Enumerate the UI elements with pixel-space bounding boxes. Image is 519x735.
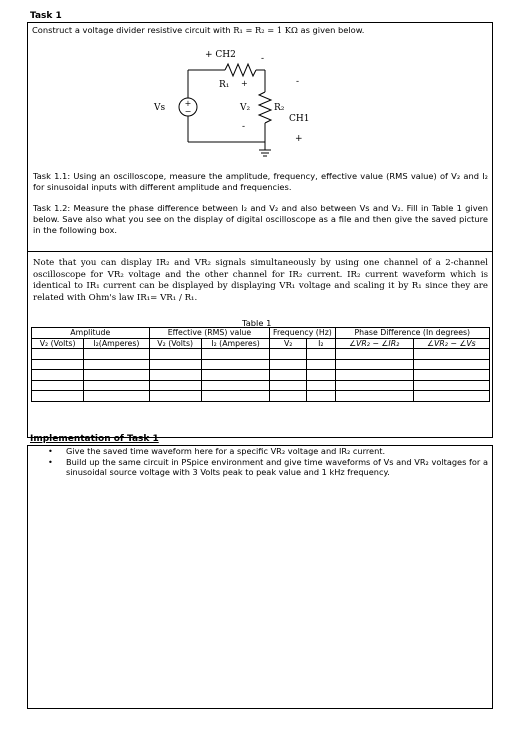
table-cell [149, 349, 201, 360]
col-i2-rms: I₂ (Amperes) [201, 338, 270, 349]
table-cell [307, 391, 336, 402]
table-cell [270, 391, 307, 402]
table-cell [307, 349, 336, 360]
task-1-2-text: Task 1.2: Measure the phase difference between I₂ and V₂ and also between Vs and V₂. Fill in Table 1 given below. Save also what you see on the display of digital oscilloscope as a file and then give the saved picture in the following box. [33, 203, 488, 235]
table-row [32, 391, 490, 402]
table-cell [149, 370, 201, 381]
table-cell [32, 349, 84, 360]
table-cell [413, 370, 489, 381]
table-cell [335, 380, 413, 391]
table-cell [32, 359, 84, 370]
implementation-box [27, 445, 493, 709]
bullet-icon: • [48, 446, 53, 456]
col-i2-freq: I₂ [307, 338, 336, 349]
table-cell [335, 391, 413, 402]
table-cell [201, 359, 270, 370]
bullet-icon: • [48, 456, 53, 467]
col-v2-amplitude: V₂ (Volts) [32, 338, 84, 349]
ch1-minus: - [296, 77, 300, 87]
table-cell [149, 359, 201, 370]
intro-formula: R₁ = R₂ = 1 KΩ [233, 25, 298, 35]
svg-text:+: + [184, 99, 192, 108]
header-effective: Effective (RMS) value [149, 328, 270, 339]
table-row [32, 380, 490, 391]
table-cell [32, 370, 84, 381]
table-row [32, 370, 490, 381]
table-cell [307, 359, 336, 370]
table-cell [149, 380, 201, 391]
header-frequency: Frequency (Hz) [270, 328, 335, 339]
table-cell [270, 349, 307, 360]
table-caption: Table 1 [242, 318, 272, 328]
table-row [32, 349, 490, 360]
table-cell [84, 380, 149, 391]
table-cell [413, 359, 489, 370]
col-phase-vr2-vs: ∠VR₂ − ∠Vs [413, 338, 489, 349]
svg-text:−: − [184, 107, 192, 116]
table-cell [335, 349, 413, 360]
table-header-columns [32, 338, 490, 349]
voltage-divider-circuit [150, 40, 350, 165]
task-1-1-text: Task 1.1: Using an oscilloscope, measure the amplitude, frequency, effective value (RMS value) of V₂ and I₂ for sinusoidal inputs with different amplitude and frequencies. [33, 171, 488, 192]
r1-plus: + [241, 79, 248, 88]
r1-label: R₁ [219, 80, 230, 90]
list-item: • Build up the same circuit in PSpice environment and give time waveforms of Vs and VR₂ voltages for a sinusoidal source voltage with 3 Volts peak to peak value and 1 kHz frequency. [48, 456, 488, 477]
table-cell [335, 370, 413, 381]
list-item: • Give the saved time waveform here for a specific VR₂ voltage and IR₂ current. [48, 446, 386, 456]
col-phase-vr2-ir2: ∠VR₂ − ∠IR₂ [335, 338, 413, 349]
v2-minus: - [242, 122, 246, 132]
implementation-list [48, 446, 488, 478]
table-cell [201, 380, 270, 391]
task-title: Task 1 [30, 11, 62, 21]
intro-text: Construct a voltage divider resistive circuit with R₁ = R₂ = 1 KΩ as given below. [32, 25, 365, 35]
col-v2-freq: V₂ [270, 338, 307, 349]
table-cell [270, 380, 307, 391]
table-cell [307, 370, 336, 381]
r2-label: R₂ [274, 103, 285, 113]
table-cell [201, 349, 270, 360]
table-cell [413, 380, 489, 391]
separator [27, 251, 493, 252]
table-cell [84, 391, 149, 402]
table-cell [32, 380, 84, 391]
table-cell [270, 359, 307, 370]
table-cell [149, 391, 201, 402]
table-cell [307, 380, 336, 391]
header-phase: Phase Difference (In degrees) [335, 328, 489, 339]
table-body [32, 349, 490, 402]
table-cell [201, 391, 270, 402]
results-table [31, 327, 490, 402]
col-i2-amplitude: I₂(Amperes) [84, 338, 149, 349]
resistor-r1 [225, 64, 256, 76]
header-amplitude: Amplitude [32, 328, 150, 339]
note-text: Note that you can display IR₂ and VR₂ signals simultaneously by using one channel of a 2-channel oscilloscope for VR₂ voltage and the other channel for IR₂ current. IR₂ current waveform which is identical to IR₁ current can be displayed by displaying VR₁ voltage and scaling it by R₁ since they are related with Ohm's law IR₁= VR₁ / R₁. [33, 258, 488, 303]
ch1-label: CH1 [289, 114, 310, 124]
table-header-groups [32, 328, 490, 339]
ch2-minus: - [261, 54, 265, 64]
table-cell [270, 370, 307, 381]
col-v2-rms: V₂ (Volts) [149, 338, 201, 349]
ch1-plus: + [295, 134, 303, 144]
table-cell [84, 359, 149, 370]
vs-label: Vs [154, 103, 166, 113]
table-row [32, 359, 490, 370]
table-cell [84, 349, 149, 360]
implementation-title: Implementation of Task 1 [30, 434, 159, 444]
resistor-r2 [259, 92, 271, 123]
table-cell [413, 349, 489, 360]
table-cell [32, 391, 84, 402]
table-cell [201, 370, 270, 381]
table-cell [84, 370, 149, 381]
table-cell [413, 391, 489, 402]
table-cell [335, 359, 413, 370]
v2-label: V₂ [240, 103, 251, 113]
ch2-label: + CH2 [205, 50, 236, 60]
